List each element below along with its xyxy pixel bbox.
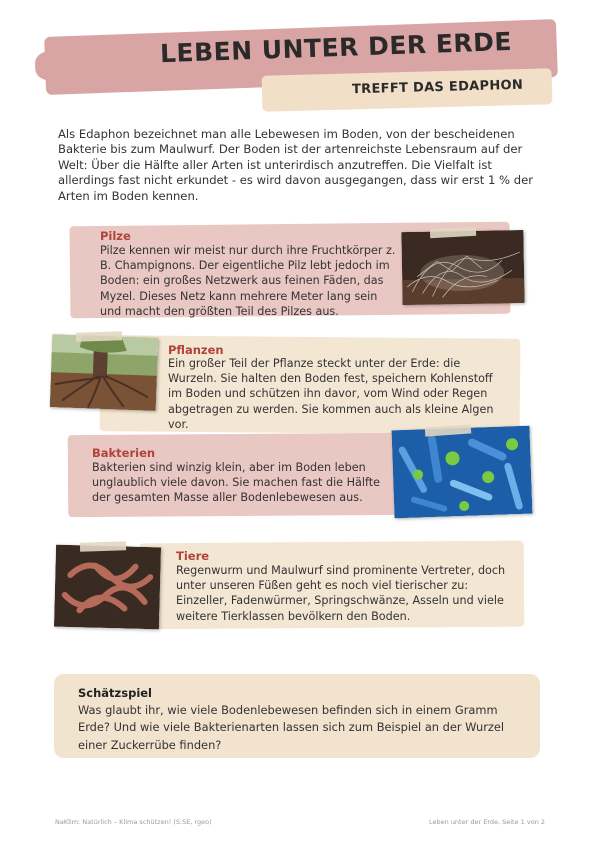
pilze-heading: Pilze xyxy=(100,229,131,243)
bakterien-heading: Bakterien xyxy=(92,446,156,460)
tape xyxy=(76,331,122,342)
tiere-heading: Tiere xyxy=(176,549,210,563)
tape xyxy=(80,541,126,552)
footer-right: Leben unter der Erde, Seite 1 von 2 xyxy=(429,818,546,826)
quiz-text: Was glaubt ihr, wie viele Bodenlebewesen befinden sich in einem Gramm Erde? Und wie viele Bakterienarten lassen sich zum Beispiel an der Wurzel einer Zuckerrübe finden? xyxy=(78,703,505,752)
bacteria-photo xyxy=(392,426,533,519)
footer-left: NaKlim: Natürlich – Klima schützen! (S.SE, rgeo) xyxy=(55,818,212,826)
quiz-heading: Schätzspiel xyxy=(78,686,152,700)
pilze-text: Pilze kennen wir meist nur durch ihre Fruchtkörper z. B. Champignons. Der eigentliche Pilz lebt jedoch im Boden: ein großes Netzwerk aus feinen Fäden, das Myzel. Dieses Netz kann mehrere Meter lang sein und macht den größten Teil des Pilzes aus. xyxy=(100,244,396,318)
page-subtitle: TREFFT DAS EDAPHON xyxy=(351,77,524,98)
earthworms-photo xyxy=(54,545,161,630)
mycelium-photo xyxy=(401,230,524,305)
tree-roots-photo xyxy=(50,334,158,411)
page-title: LEBEN UNTER DER ERDE xyxy=(159,26,513,69)
pflanzen-text: Ein großer Teil der Pflanze steckt unter der Erde: die Wurzeln. Sie halten den Boden fest, speichern Kohlenstoff im Boden und schützen ihn davor, vom Wind oder Regen abgetragen zu werden. Sie kommen auch als kleine Algen vor. xyxy=(168,357,494,431)
tiere-text: Regenwurm und Maulwurf sind prominente Vertreter, doch unter unseren Füßen geht es noch viel tierischer zu: Einzeller, Fadenwürmer, Springschwänze, Asseln und viele weitere Tierklassen bevölkern den Boden. xyxy=(176,564,506,623)
bakterien-text: Bakterien sind winzig klein, aber im Boden leben unglaublich viele davon. Sie machen fast die Hälfte der gesamten Masse aller Bodenlebewesen aus. xyxy=(92,461,381,505)
pflanzen-heading: Pflanzen xyxy=(168,343,224,357)
intro-paragraph: Als Edaphon bezeichnet man alle Lebewesen im Boden, von der bescheidenen Bakterie bis zum Maulwurf. Der Boden ist der artenreichste Lebensraum auf der Welt: Über die Hälfte aller Arten ist unterirdisch anzutreffen. Die Vielfalt ist allerdings fast nicht erkundet - es wird davon ausgegangen, dass wir erst 1 % der Arten im Boden kennen. xyxy=(58,127,533,203)
